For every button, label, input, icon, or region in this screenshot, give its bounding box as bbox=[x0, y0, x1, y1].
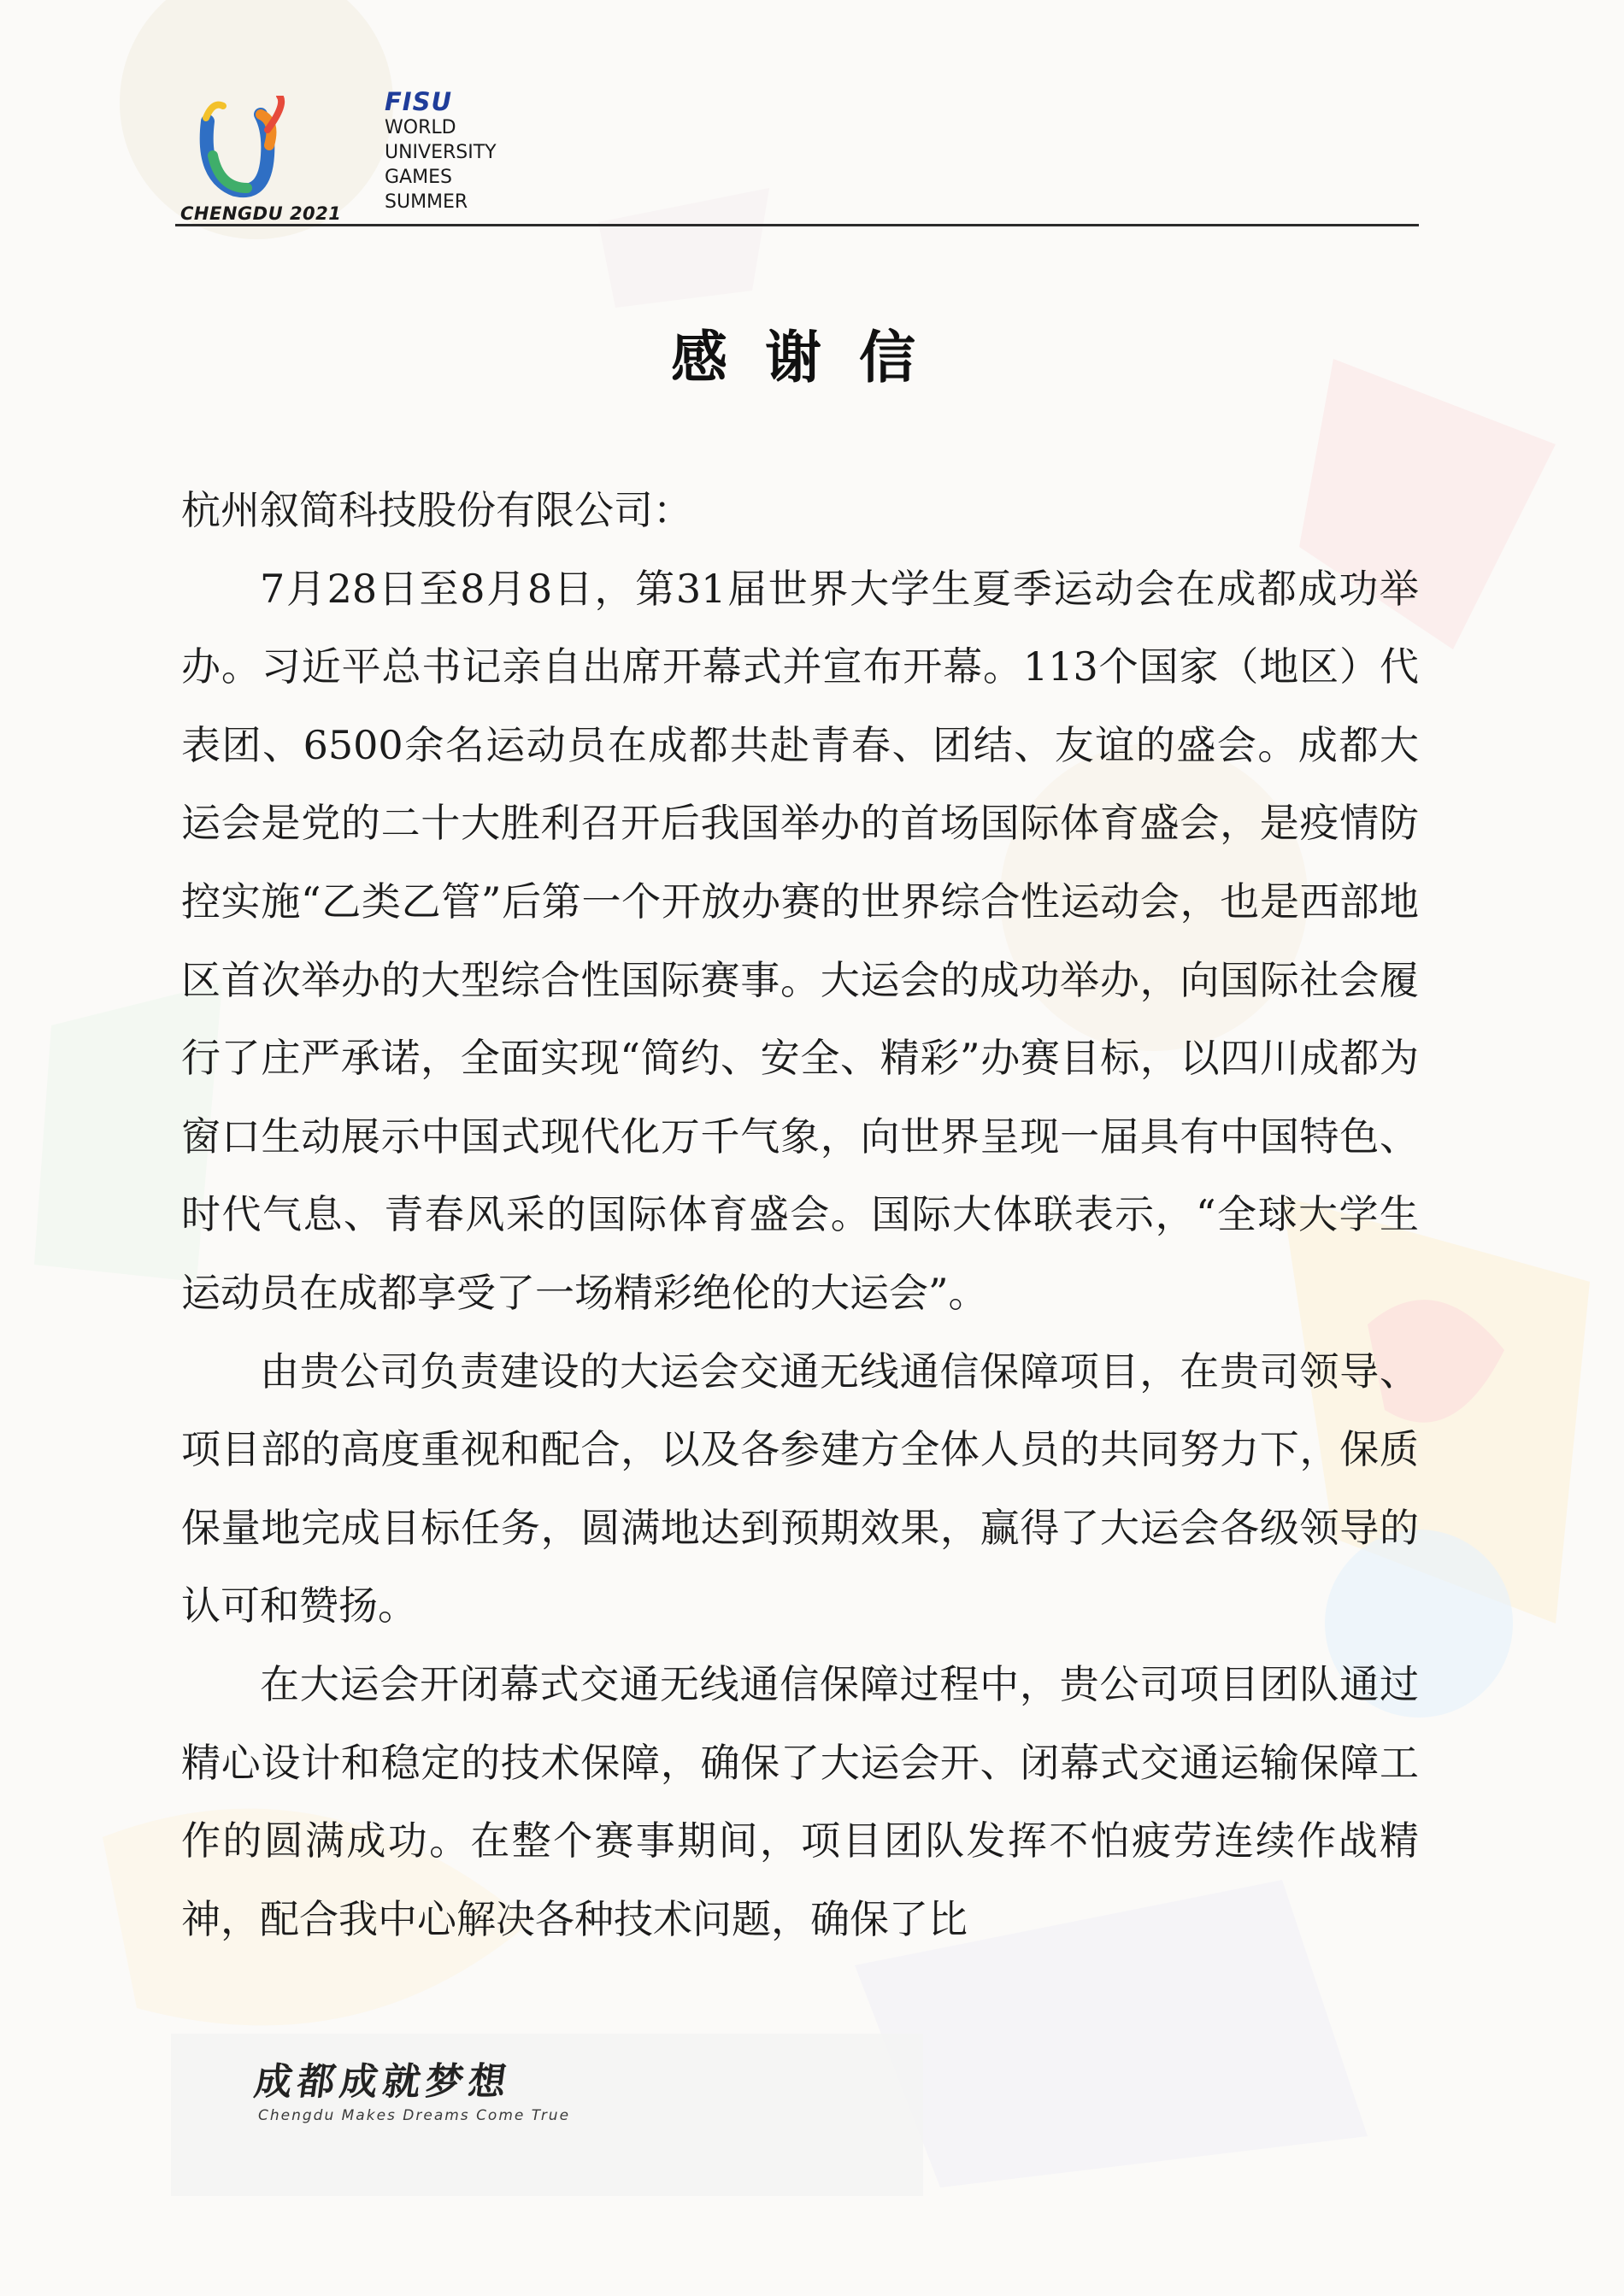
header-divider bbox=[175, 224, 1419, 226]
fisu-line: GAMES bbox=[385, 167, 452, 188]
footer-slogan bbox=[251, 2060, 699, 2124]
fisu-line: UNIVERSITY bbox=[385, 142, 497, 163]
logo-city-text: CHENGDU 2021 bbox=[180, 203, 342, 224]
salutation: 杭州叙简科技股份有限公司： bbox=[181, 487, 692, 533]
body-paragraph: 7月28日至8月8日，第31届世界大学生夏季运动会在成都成功举办。习近平总书记亲自出席开幕式并宣布开幕。113个国家（地区）代表团、6500余名运动员在成都共赴青春、团结、友谊的盛会。成都大运会是党的二十大胜利召开后我国举办的首场国际体育盛会，是疫情防控实施“乙类乙管”后第一个开放办赛的世界综合性运动会，也是西部地区首次举办的大型综合性国际赛事。大运会的成功举办，向国际社会履行了庄严承诺，全面实现“简约、安全、精彩”办赛目标，以四川成都为窗口生动展示中国式现代化万千气象，向世界呈现一届具有中国特色、时代气息、青春风采的国际体育盛会。国际大体联表示，“全球大学生运动员在成都享受了一场精彩绝伦的大运会”。 bbox=[181, 565, 1419, 1316]
body-paragraph: 在大运会开闭幕式交通无线通信保障过程中，贵公司项目团队通过精心设计和稳定的技术保障，确保了大运会开、闭幕式交通运输保障工作的圆满成功。在整个赛事期间，项目团队发挥不怕疲劳连续作战精神，配合我中心解决各种技术问题，确保了比 bbox=[181, 1660, 1419, 1942]
fisu-line: SUMMER bbox=[385, 191, 468, 213]
fisu-line: WORLD bbox=[385, 117, 456, 138]
slogan-english: Chengdu Makes Dreams Come True bbox=[258, 2107, 571, 2124]
fisu-wordmark bbox=[385, 89, 538, 214]
body-paragraph: 由贵公司负责建设的大运会交通无线通信保障项目，在贵司领导、项目部的高度重视和配合，以及各参建方全体人员的共同努力下，保质保量地完成目标任务，圆满地达到预期效果，赢得了大运会各级领导的认可和赞扬。 bbox=[181, 1348, 1419, 1630]
letter-body bbox=[181, 472, 1419, 1958]
letterhead bbox=[175, 85, 1419, 231]
slogan-chinese: 成都成就梦想 bbox=[251, 2060, 515, 2104]
letter-title: 感谢信 bbox=[671, 325, 953, 390]
fisu-title: FISU bbox=[385, 87, 453, 116]
